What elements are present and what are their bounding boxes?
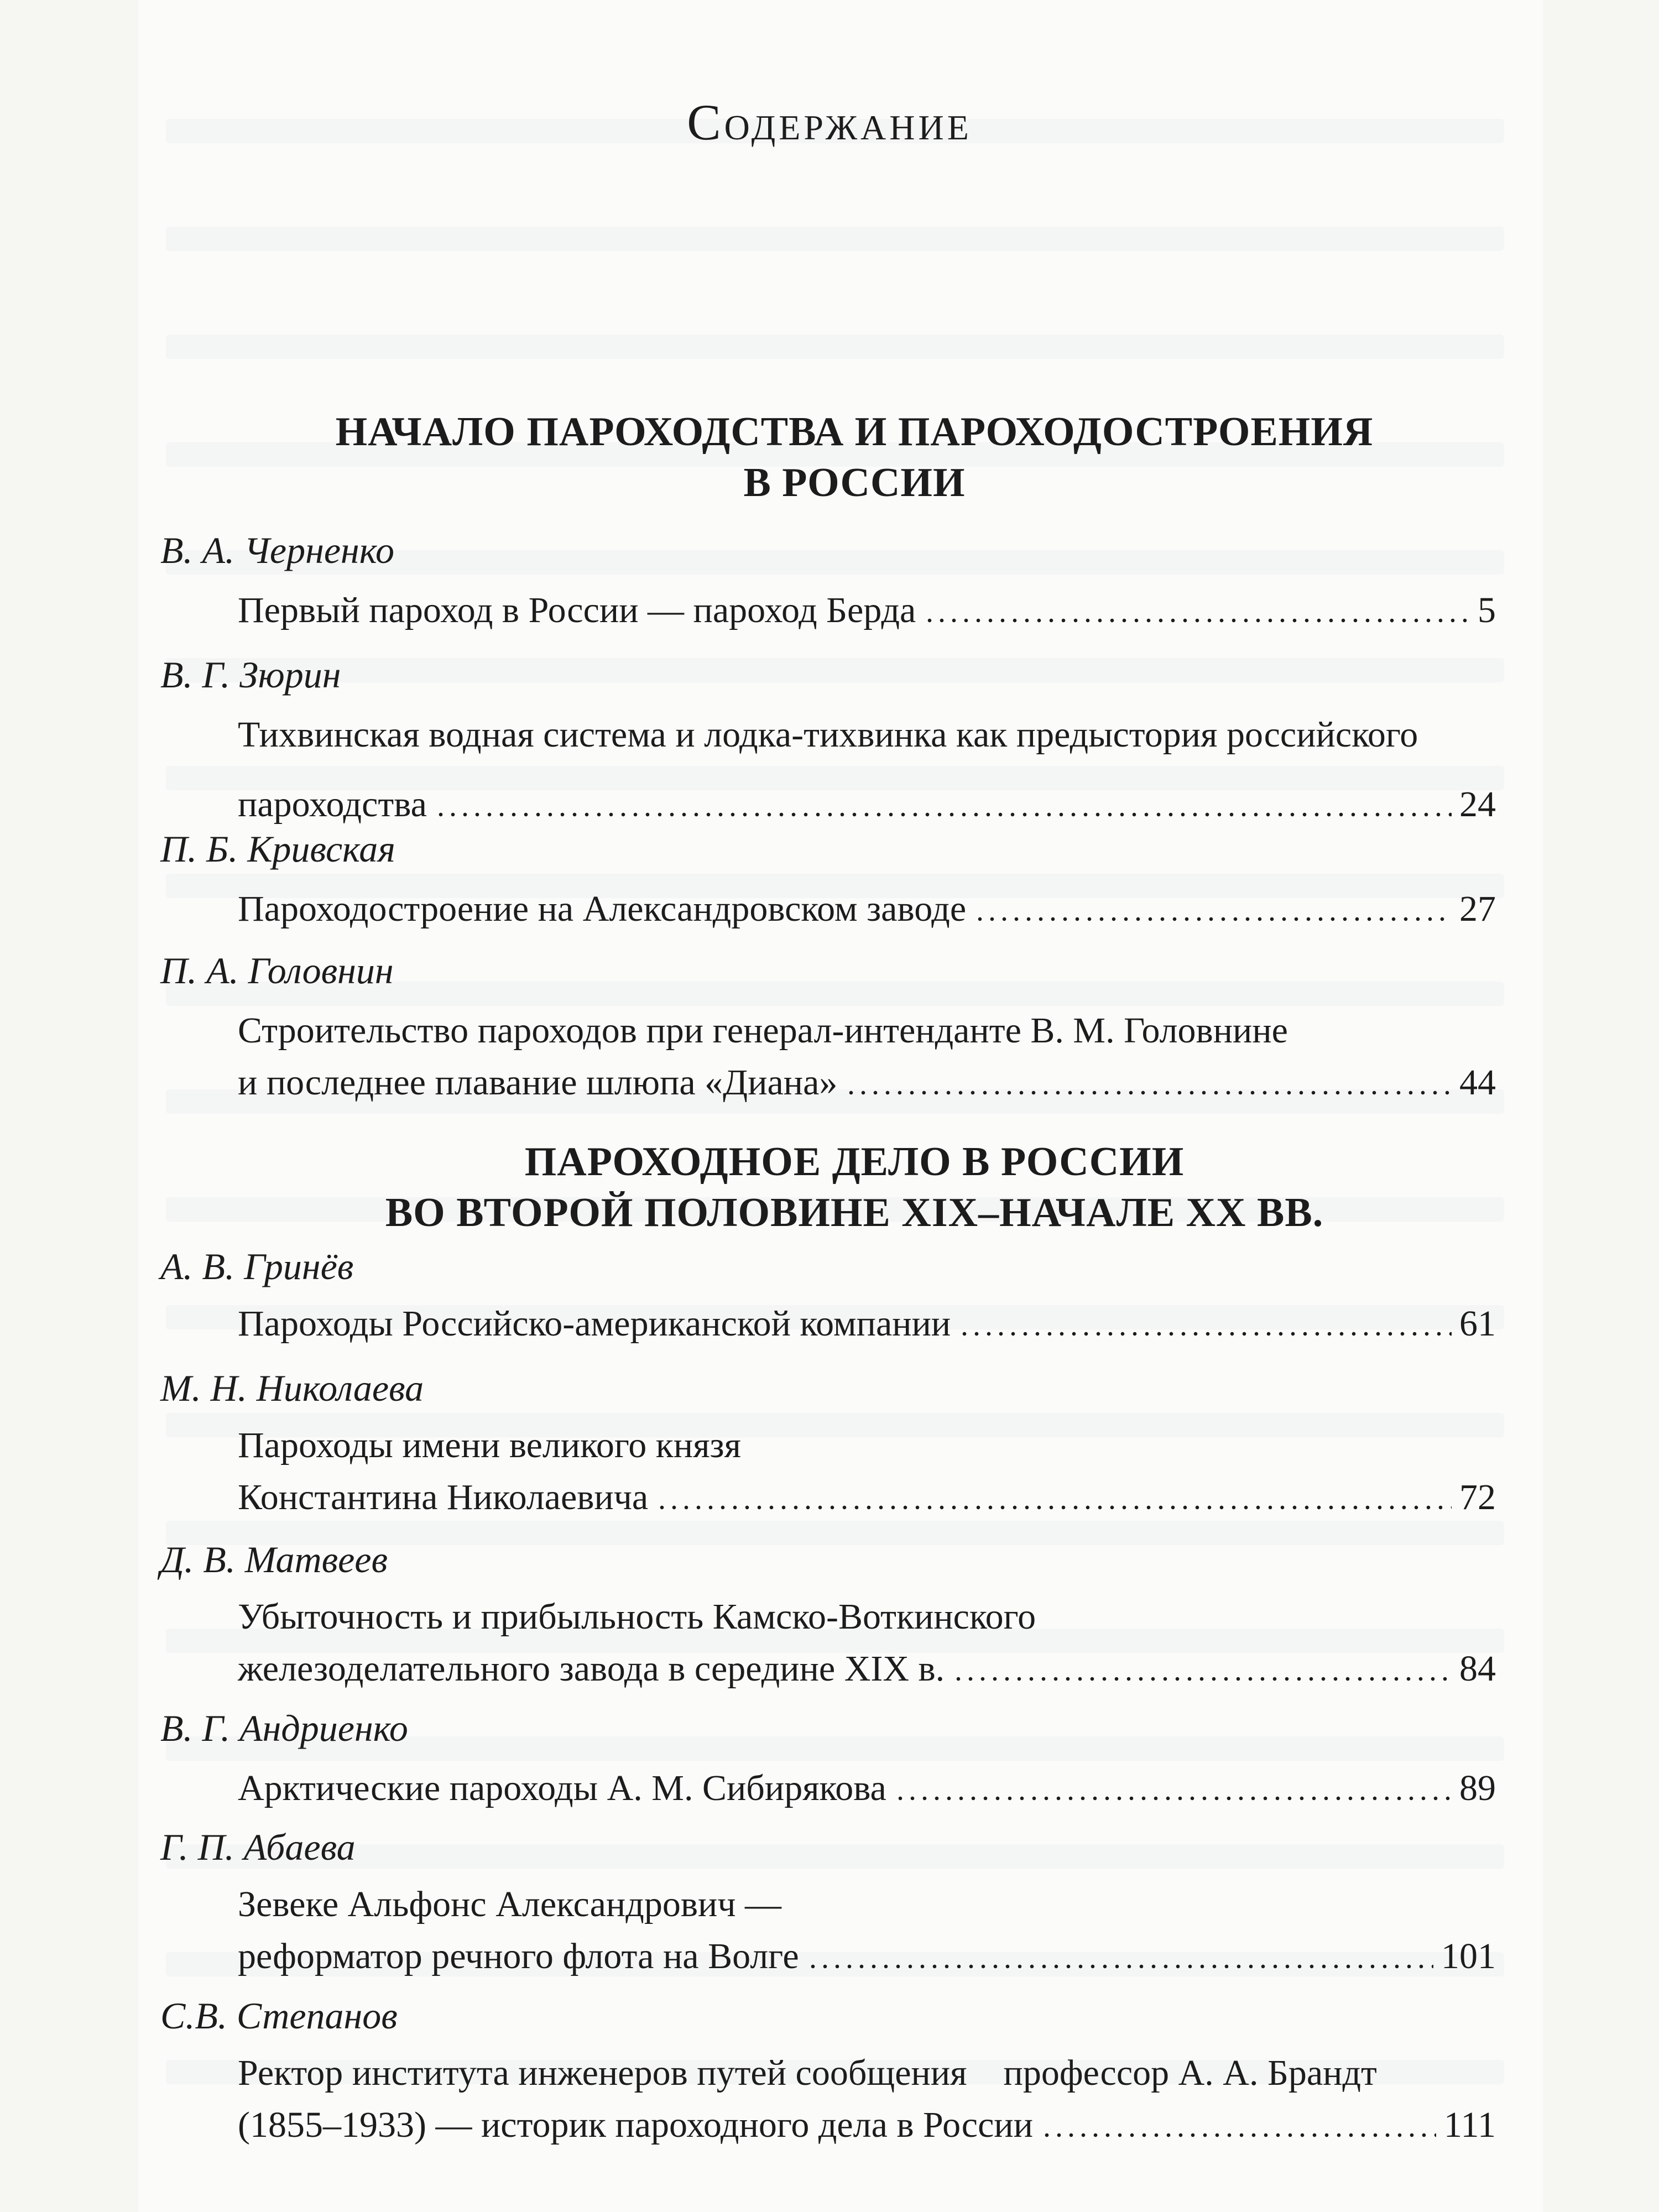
entry-line xyxy=(238,1302,1496,1345)
entry-line xyxy=(238,1647,1496,1691)
section-heading-line: ПАРОХОДНОЕ ДЕЛО В РОССИИ xyxy=(524,1139,1185,1185)
entry-line xyxy=(238,1476,1496,1519)
page-number: 72 xyxy=(1459,1477,1496,1517)
section-heading xyxy=(232,406,1477,508)
toc-entry[interactable] xyxy=(238,1302,1496,1345)
entry-line xyxy=(238,888,1496,931)
entry-title: Первый пароход в России — пароход Берда xyxy=(238,590,916,630)
entry-author: А. В. Гринёв xyxy=(160,1245,354,1287)
toc-entry[interactable] xyxy=(238,1595,1496,1691)
entry-author: П. А. Головнин xyxy=(160,950,394,992)
entry-title: Пароходы имени великого князя xyxy=(238,1425,741,1465)
page-number: 101 xyxy=(1441,1936,1496,1976)
section-heading-line: В РОССИИ xyxy=(743,460,966,505)
dot-leader xyxy=(656,1502,1452,1513)
dot-leader xyxy=(952,1673,1452,1684)
dot-leader xyxy=(435,809,1452,820)
entry-title: Пароходы Российско-американской компании xyxy=(238,1303,951,1344)
entry-author: М. Н. Николаева xyxy=(160,1367,424,1409)
dot-leader xyxy=(958,1328,1452,1339)
entry-line xyxy=(238,2104,1496,2147)
entry-author: Д. В. Матвеев xyxy=(160,1538,388,1580)
toc-entry[interactable] xyxy=(238,589,1496,632)
page-title: Содержание xyxy=(687,94,972,150)
dot-leader xyxy=(845,1087,1452,1098)
entry-author: В. Г. Андриенко xyxy=(160,1707,408,1749)
toc-entry[interactable] xyxy=(238,713,1496,826)
dot-leader xyxy=(894,1793,1452,1804)
toc-entry[interactable] xyxy=(238,1009,1496,1104)
entry-title: Ректор института инженеров путей сообщения профессор А. А. Брандт xyxy=(238,2053,1377,2093)
entry-title: пароходства xyxy=(238,784,427,825)
dot-leader xyxy=(924,615,1470,626)
page-number: 5 xyxy=(1478,590,1496,630)
page-number: 24 xyxy=(1459,784,1496,825)
entry-line xyxy=(238,1061,1496,1104)
section-heading-line: ВО ВТОРОЙ ПОЛОВИНЕ XIX–НАЧАЛЕ XX ВВ. xyxy=(385,1190,1324,1235)
page-number: 27 xyxy=(1459,889,1496,929)
entry-title: Константина Николаевича xyxy=(238,1477,649,1517)
section-heading-line: НАЧАЛО ПАРОХОДСТВА И ПАРОХОДОСТРОЕНИЯ xyxy=(335,409,1374,455)
entry-title: Убыточность и прибыльность Камско-Воткинского xyxy=(238,1597,1036,1637)
entry-author: В. Г. Зюрин xyxy=(160,654,341,696)
entry-line xyxy=(238,1767,1496,1810)
page-number: 84 xyxy=(1459,1648,1496,1689)
toc-entry[interactable] xyxy=(238,2052,1496,2147)
page-number: 61 xyxy=(1459,1303,1496,1344)
dot-leader xyxy=(974,914,1452,925)
page-number: 111 xyxy=(1443,2105,1496,2145)
entry-title: реформатор речного флота на Волге xyxy=(238,1936,799,1976)
entry-title: и последнее плавание шлюпа «Диана» xyxy=(238,1062,838,1103)
page-number: 89 xyxy=(1459,1768,1496,1808)
entry-title: Тихвинская водная система и лодка-тихвинка как предыстория российского xyxy=(238,714,1418,755)
toc-entry[interactable] xyxy=(238,1424,1496,1519)
dot-leader xyxy=(807,1961,1433,1972)
entry-title: Строительство пароходов при генерал-интенданте В. М. Головнине xyxy=(238,1010,1288,1051)
entry-title: (1855–1933) — историк пароходного дела в России xyxy=(238,2105,1034,2145)
page-number: 44 xyxy=(1459,1062,1496,1103)
toc-entry[interactable] xyxy=(238,888,1496,931)
entry-title: Зевеке Альфонс Александрович — xyxy=(238,1884,782,1924)
entry-author: В. А. Черненко xyxy=(160,529,394,571)
toc-entry[interactable] xyxy=(238,1767,1496,1810)
dot-leader xyxy=(1041,2130,1436,2141)
entry-author: Г. П. Абаева xyxy=(160,1826,356,1868)
entry-title: железоделательного завода в середине XIX в. xyxy=(238,1648,945,1689)
entry-author: С.В. Степанов xyxy=(160,1995,398,2037)
entry-line xyxy=(238,1935,1496,1978)
entry-line xyxy=(238,589,1496,632)
entry-author: П. Б. Кривская xyxy=(160,828,395,870)
toc-entry[interactable] xyxy=(238,1883,1496,1978)
entry-line xyxy=(238,783,1496,826)
entry-title: Арктические пароходы А. М. Сибирякова xyxy=(238,1768,886,1808)
section-heading xyxy=(232,1136,1477,1238)
entry-title: Пароходостроение на Александровском заводе xyxy=(238,889,967,929)
